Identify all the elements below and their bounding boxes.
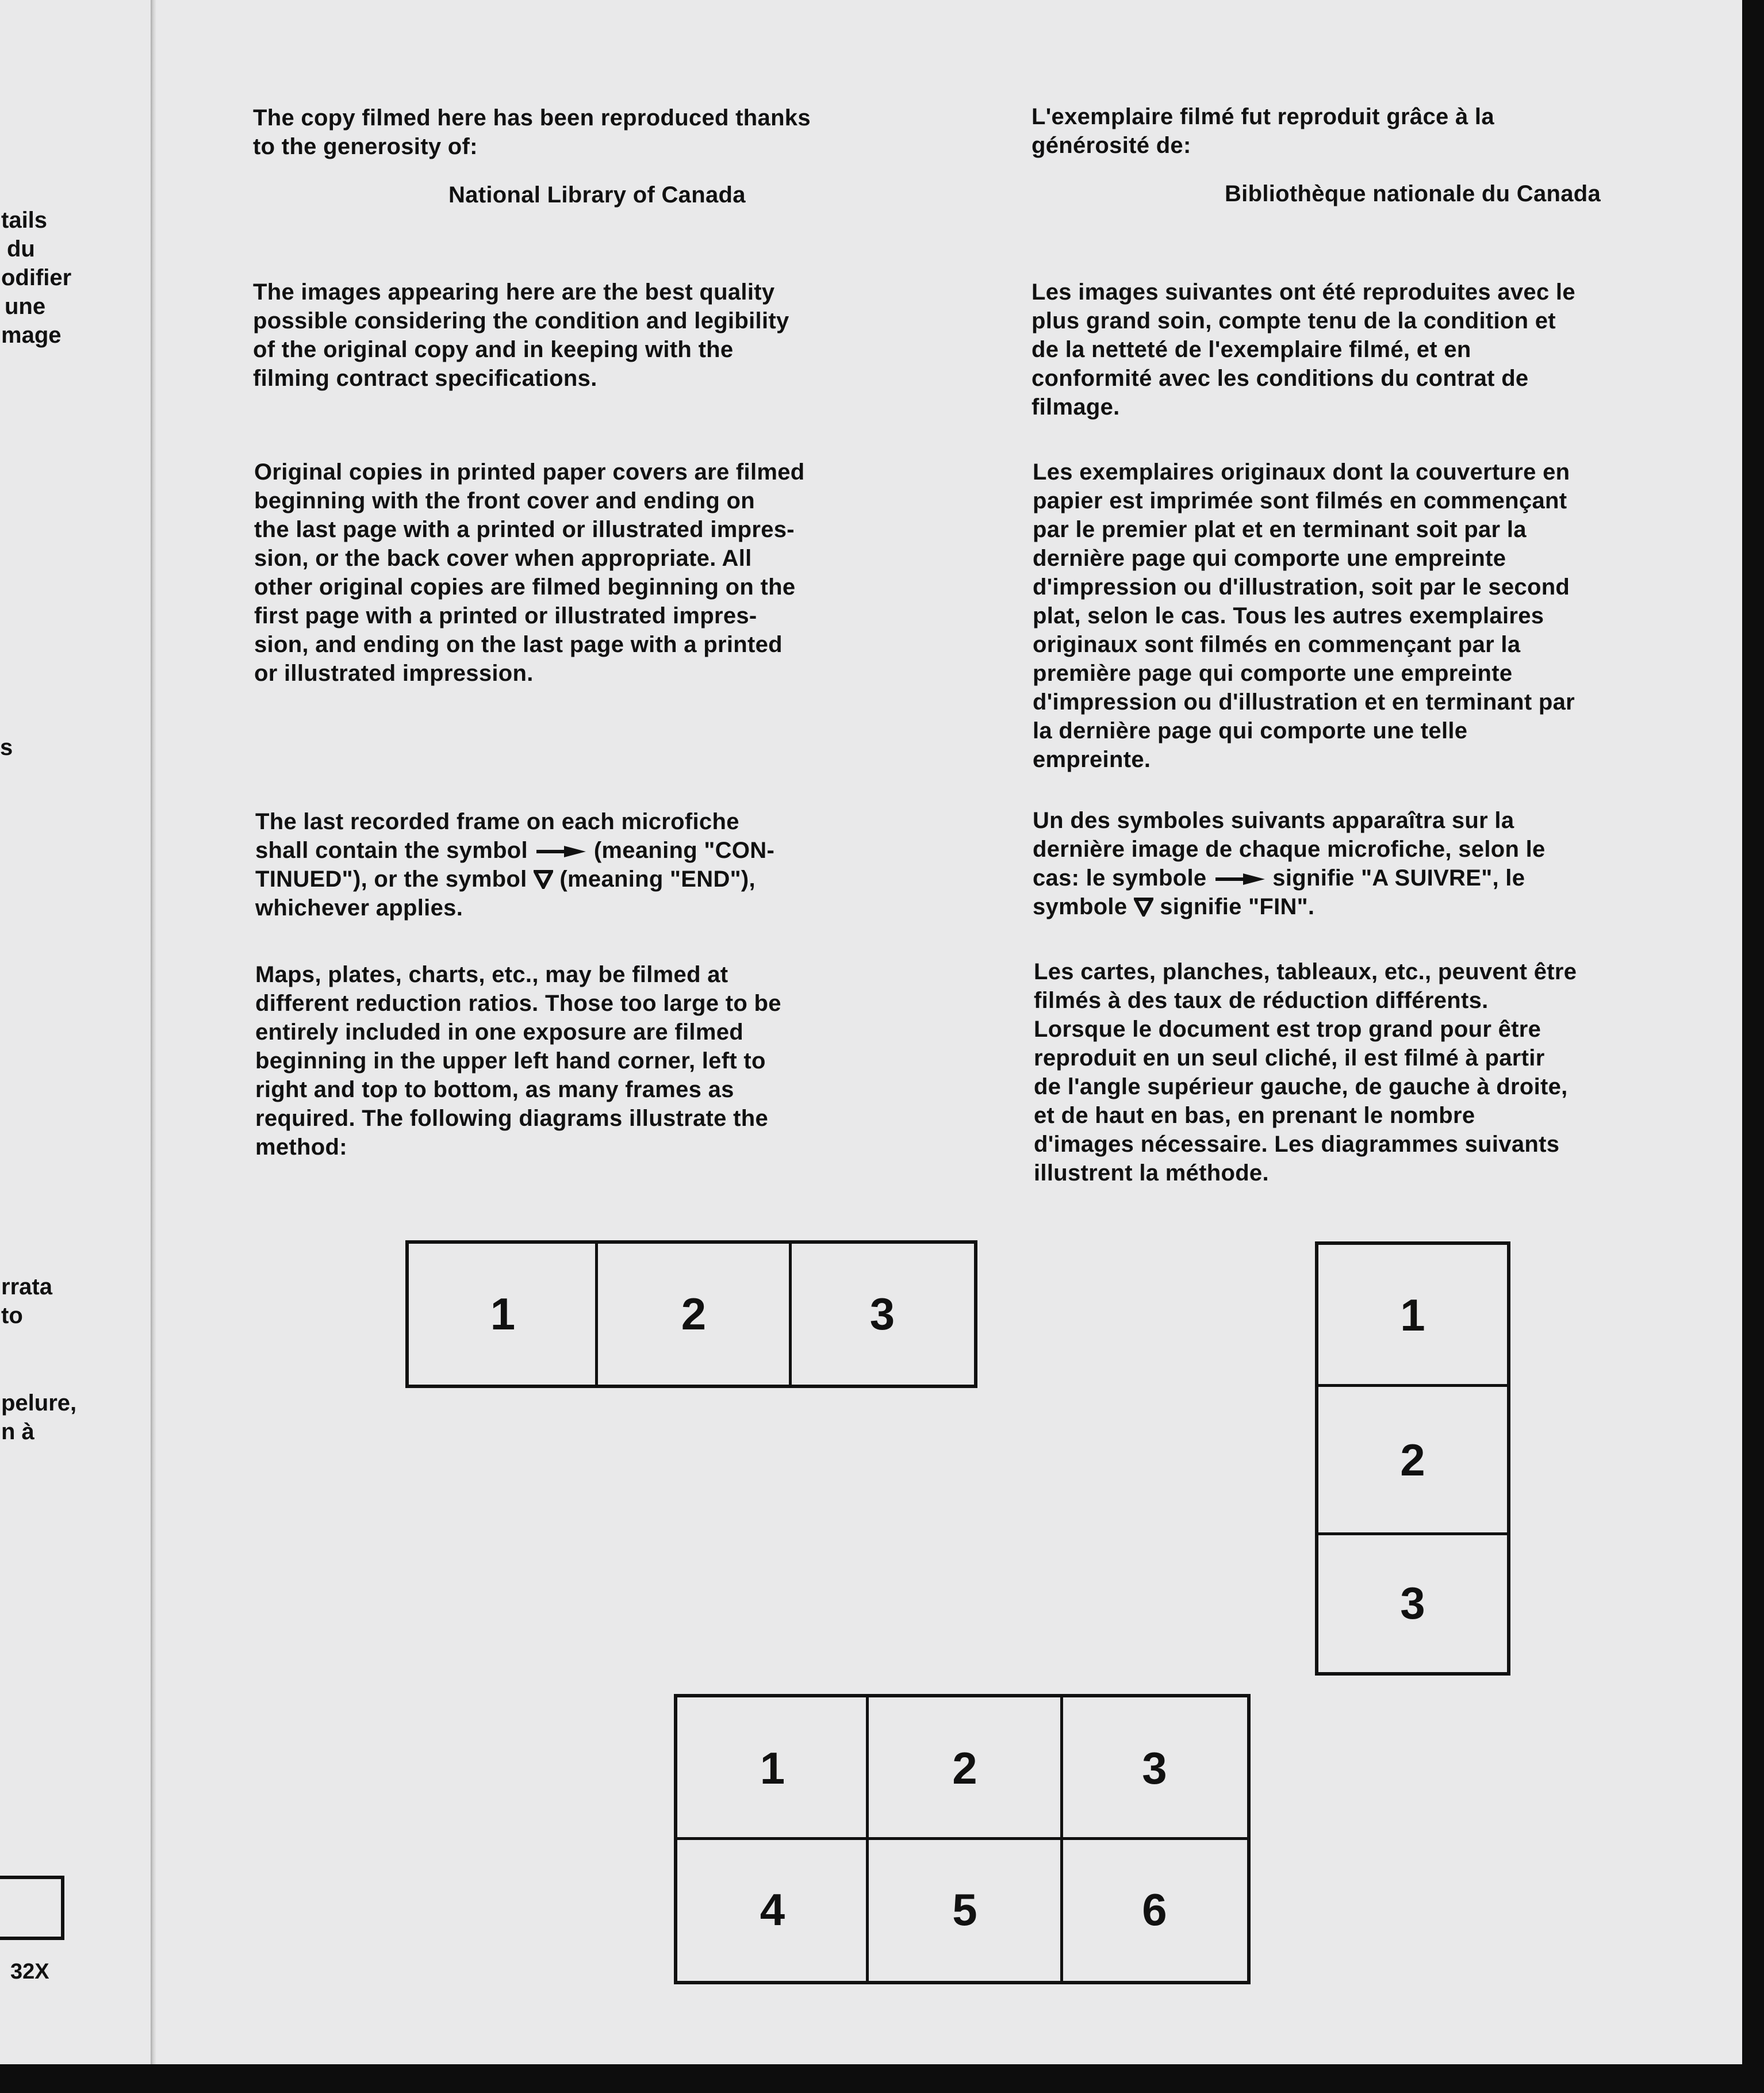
images-para-line: conformité avec les conditions du contrat de (1031, 366, 1529, 391)
maps-para-line: method: (255, 1134, 347, 1160)
thanks-line: générosité de: (1031, 133, 1191, 158)
maps-para-line: Les cartes, planches, tableaux, etc., peuvent être (1034, 959, 1577, 984)
originals-para-line: la dernière page qui comporte une telle (1033, 718, 1468, 743)
images-para-line: de la netteté de l'exemplaire filmé, et en (1031, 337, 1471, 362)
frame-number: 2 (1400, 1434, 1425, 1485)
images-para-line: filmage. (1031, 394, 1120, 420)
continued-arrow-icon (534, 844, 587, 859)
page-fold-shadow (151, 0, 156, 2064)
continued-arrow-icon (1213, 872, 1266, 887)
margin-fragment: tails (1, 208, 48, 233)
margin-fragment: to (1, 1303, 23, 1328)
last-frame-text: signifie "A SUIVRE", le (1272, 865, 1525, 891)
last-frame-text: (meaning "END"), (559, 867, 756, 892)
frame-number: 4 (760, 1884, 785, 1935)
margin-fragment: mage (1, 323, 62, 348)
originals-para-line: Original copies in printed paper covers are filmed (254, 459, 805, 485)
maps-para-line: right and top to bottom, as many frames as (255, 1077, 734, 1102)
frame-number: 1 (490, 1289, 516, 1339)
originals-para-line: Les exemplaires originaux dont la couverture en (1033, 459, 1570, 485)
maps-para-line: reproduit en un seul cliché, il est filmé à partir (1034, 1045, 1545, 1071)
originals-para-line: dernière page qui comporte une empreinte (1033, 546, 1506, 571)
originals-para-line: sion, and ending on the last page with a printed (254, 632, 783, 657)
thanks-line: L'exemplaire filmé fut reproduit grâce à la (1031, 104, 1494, 129)
maps-para-line: entirely included in one exposure are filmed (255, 1019, 743, 1045)
frame-number: 3 (1142, 1742, 1167, 1793)
maps-para-line: illustrent la méthode. (1034, 1160, 1269, 1186)
originals-para-line: première page qui comporte une empreinte (1033, 661, 1513, 686)
diagram-horizontal (405, 1240, 977, 1388)
frame-number: 2 (952, 1742, 977, 1793)
last-frame-para-line (1033, 892, 1314, 921)
diagram-grid (674, 1694, 1251, 1984)
margin-fragment: odifier (1, 265, 72, 290)
maps-para-line: beginning in the upper left hand corner, left to (255, 1048, 766, 1074)
margin-fragment: pelure, (1, 1390, 77, 1416)
images-para-line: filming contract specifications. (253, 366, 597, 391)
frame-number: 3 (869, 1289, 895, 1339)
originals-para-line: empreinte. (1033, 747, 1151, 772)
thanks-line: The copy filmed here has been reproduced thanks (253, 105, 811, 131)
frame-number: 5 (952, 1884, 977, 1935)
maps-para-line: different reduction ratios. Those too large to be (255, 991, 781, 1016)
maps-para-line: filmés à des taux de réduction différents. (1034, 988, 1489, 1013)
margin-fragment: une (5, 294, 46, 319)
maps-para-line: Lorsque le document est trop grand pour être (1034, 1017, 1541, 1042)
last-frame-para-line: dernière image de chaque microfiche, selon le (1033, 837, 1546, 862)
frame-number: 1 (760, 1742, 785, 1793)
margin-fragment: du (7, 236, 35, 262)
diagram-vertical (1315, 1241, 1510, 1676)
originals-para-line: sion, or the back cover when appropriate. All (254, 546, 752, 571)
last-frame-para-line: The last recorded frame on each microfiche (255, 809, 739, 834)
maps-para-line: de l'angle supérieur gauche, de gauche à droite, (1034, 1074, 1568, 1099)
images-para-line: plus grand soin, compte tenu de la condition et (1031, 308, 1556, 334)
last-frame-text: TINUED"), or the symbol (255, 867, 527, 892)
originals-para-line: other original copies are filmed beginning on the (254, 574, 796, 600)
last-frame-para-line (1033, 864, 1525, 892)
end-triangle-icon (534, 869, 553, 889)
last-frame-para-line: whichever applies. (255, 895, 463, 921)
originals-para-line: par le premier plat et en terminant soit par la (1033, 517, 1527, 542)
last-frame-para-line: Un des symboles suivants apparaîtra sur la (1033, 808, 1514, 833)
last-frame-text: symbole (1033, 894, 1128, 919)
end-triangle-icon (1134, 897, 1153, 917)
originals-para-line: plat, selon le cas. Tous les autres exemplaires (1033, 603, 1544, 628)
last-frame-text: cas: le symbole (1033, 865, 1207, 891)
last-frame-text: shall contain the symbol (255, 838, 528, 863)
maps-para-line: required. The following diagrams illustrate the (255, 1106, 769, 1131)
maps-para-line: et de haut en bas, en prenant le nombre (1034, 1103, 1475, 1128)
frame-number: 1 (1400, 1290, 1425, 1340)
maps-para-line: d'images nécessaire. Les diagrammes suivants (1034, 1132, 1560, 1157)
last-frame-para-line (255, 836, 774, 865)
frame-number: 3 (1400, 1577, 1425, 1628)
originals-para-line: originaux sont filmés en commençant par la (1033, 632, 1521, 657)
originals-para-line: beginning with the front cover and ending on (254, 488, 755, 513)
last-frame-text: (meaning "CON- (593, 838, 775, 863)
images-para-line: The images appearing here are the best quality (253, 279, 775, 305)
images-para-line: possible considering the condition and legibility (253, 308, 789, 334)
originals-para-line: d'impression ou d'illustration, soit par le second (1033, 574, 1570, 600)
frame-number: 6 (1142, 1884, 1167, 1935)
last-frame-para-line (255, 865, 756, 894)
institution-name: Bibliothèque nationale du Canada (1225, 181, 1601, 206)
margin-fragment: s (0, 735, 13, 760)
images-para-line: Les images suivantes ont été reproduites avec le (1031, 279, 1575, 305)
thanks-line: to the generosity of: (253, 134, 478, 159)
margin-fragment: n à (1, 1419, 34, 1444)
originals-para-line: the last page with a printed or illustrated impres- (254, 517, 795, 542)
maps-para-line: Maps, plates, charts, etc., may be filmed at (255, 962, 728, 987)
film-border (1742, 0, 1764, 2093)
last-frame-text: signifie "FIN". (1160, 894, 1315, 919)
margin-fragment: rrata (1, 1274, 52, 1300)
frame-number: 2 (681, 1289, 707, 1339)
originals-para-line: papier est imprimée sont filmés en commençant (1033, 488, 1567, 513)
resolution-target-box (0, 1876, 64, 1940)
originals-para-line: first page with a printed or illustrated impres- (254, 603, 757, 628)
images-para-line: of the original copy and in keeping with the (253, 337, 734, 362)
reduction-ratio-label: 32X (10, 1960, 49, 1984)
institution-name: National Library of Canada (448, 182, 746, 208)
originals-para-line: d'impression ou d'illustration et en terminant par (1033, 689, 1575, 715)
originals-para-line: or illustrated impression. (254, 661, 534, 686)
